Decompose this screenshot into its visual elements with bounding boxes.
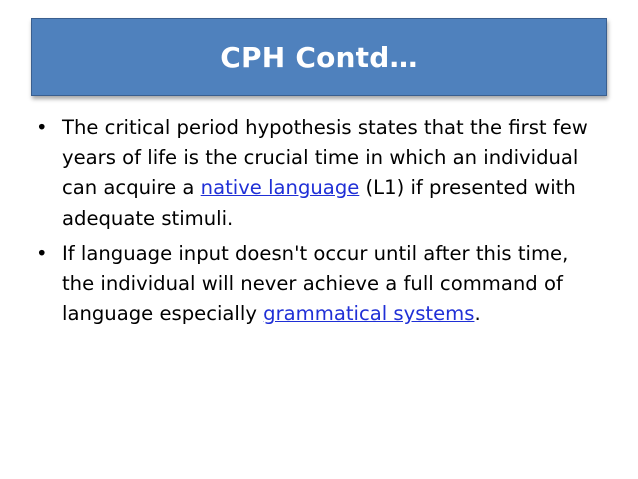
title-banner: [31, 18, 607, 96]
bullet-text: If language input doesn't occur until after this time, the individual will never achieve a full command of language especially: [62, 241, 569, 326]
bullet-text: (L1) if presented with adequate stimuli.: [62, 176, 576, 230]
link-native-language[interactable]: native language: [200, 176, 360, 200]
bullet-item: [34, 113, 604, 234]
bullet-item: [34, 239, 604, 330]
bullet-dot-icon: •: [36, 116, 48, 139]
bullet-dot-icon: •: [36, 241, 48, 265]
bullet-text: .: [474, 302, 481, 326]
slide-title: CPH Contd…: [220, 40, 418, 74]
bullet-list: [34, 113, 604, 329]
link-grammatical-systems[interactable]: grammatical systems: [263, 302, 475, 326]
bullet-text: The critical period hypothesis states that the first few years of life is the crucial time in which an individual can acquire a: [62, 116, 588, 200]
